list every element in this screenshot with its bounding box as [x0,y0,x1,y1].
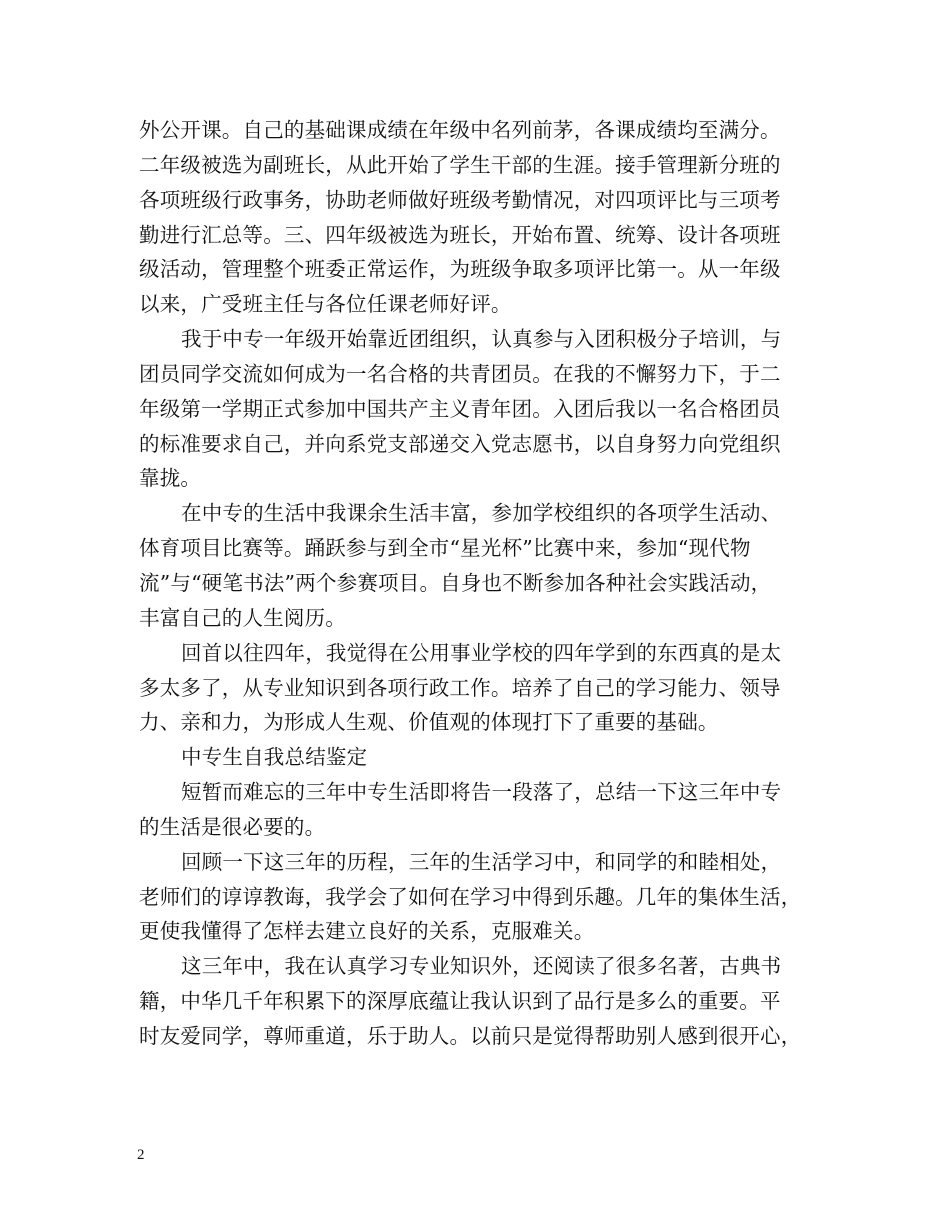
text-line: 体育项目比赛等。踊跃参与到全市“星光杯”比赛中来，参加“现代物 [139,536,751,561]
text-line: 勤进行汇总等。三、四年级被选为班长，开始布置、统筹、设计各项班 [139,222,781,247]
text-line: 级活动，管理整个班委正常运作，为班级争取多项评比第一。从一年级 [139,257,781,282]
text-line: 以来，广受班主任与各位任课老师好评。 [139,292,512,317]
text-line: 短暂而难忘的三年中专生活即将告一段落了，总结一下这三年中专 [181,780,782,805]
text-line: 回顾一下这三年的历程，三年的生活学习中，和同学的和睦相处， [181,849,782,874]
text-line: 流”与“硬笔书法”两个参赛项目。自身也不断参加各种社会实践活动， [139,570,772,595]
paragraph [139,636,819,741]
text-line: 中专生自我总结鉴定 [181,745,368,770]
text-line: 籍，中华几千年积累下的深厚底蕴让我认识到了品行是多么的重要。平 [139,989,781,1014]
text-line: 回首以往四年，我觉得在公用事业学校的四年学到的东西真的是太 [181,640,782,665]
paragraph [139,113,819,322]
text-line: 更使我懂得了怎样去建立良好的关系，克服难关。 [139,919,595,944]
text-line: 的生活是很必要的。 [139,814,326,839]
document-body [139,113,819,1054]
paragraph [139,322,819,496]
text-line: 老师们的谆谆教诲，我学会了如何在学习中得到乐趣。几年的集体生活， [139,884,802,909]
page-number: 2 [137,1147,145,1163]
text-line: 靠拢。 [139,466,202,491]
text-line: 的标准要求自己，并向系党支部递交入党志愿书，以自身努力向党组织 [139,431,781,456]
text-line: 时友爱同学，尊师重道，乐于助人。以前只是觉得帮助别人感到很开心， [139,1023,802,1048]
text-line: 丰富自己的人生阅历。 [139,605,346,630]
text-line: 外公开课。自己的基础课成绩在年级中名列前茅，各课成绩均至满分。 [139,118,781,142]
text-line: 年级第一学期正式参加中国共产主义青年团。入团后我以一名合格团员 [139,396,781,421]
paragraph [139,775,819,845]
text-line: 多太多了，从专业知识到各项行政工作。培养了自己的学习能力、领导 [139,675,781,700]
text-line: 二年级被选为副班长，从此开始了学生干部的生涯。接手管理新分班的 [139,152,781,177]
text-line: 力、亲和力，为形成人生观、价值观的体现打下了重要的基础。 [139,710,719,735]
text-line: 各项班级行政事务，协助老师做好班级考勤情况，对四项评比与三项考 [139,187,781,212]
paragraph [139,740,819,775]
text-line: 团员同学交流如何成为一名合格的共青团员。在我的不懈努力下，于二 [139,361,781,386]
text-line: 在中专的生活中我课余生活丰富，参加学校组织的各项学生活动、 [181,501,782,526]
text-line: 我于中专一年级开始靠近团组织，认真参与入团积极分子培训，与 [181,327,782,352]
text-line: 这三年中，我在认真学习专业知识外，还阅读了很多名著，古典书 [181,954,782,979]
paragraph [139,845,819,950]
paragraph [139,949,819,1054]
paragraph [139,496,819,635]
